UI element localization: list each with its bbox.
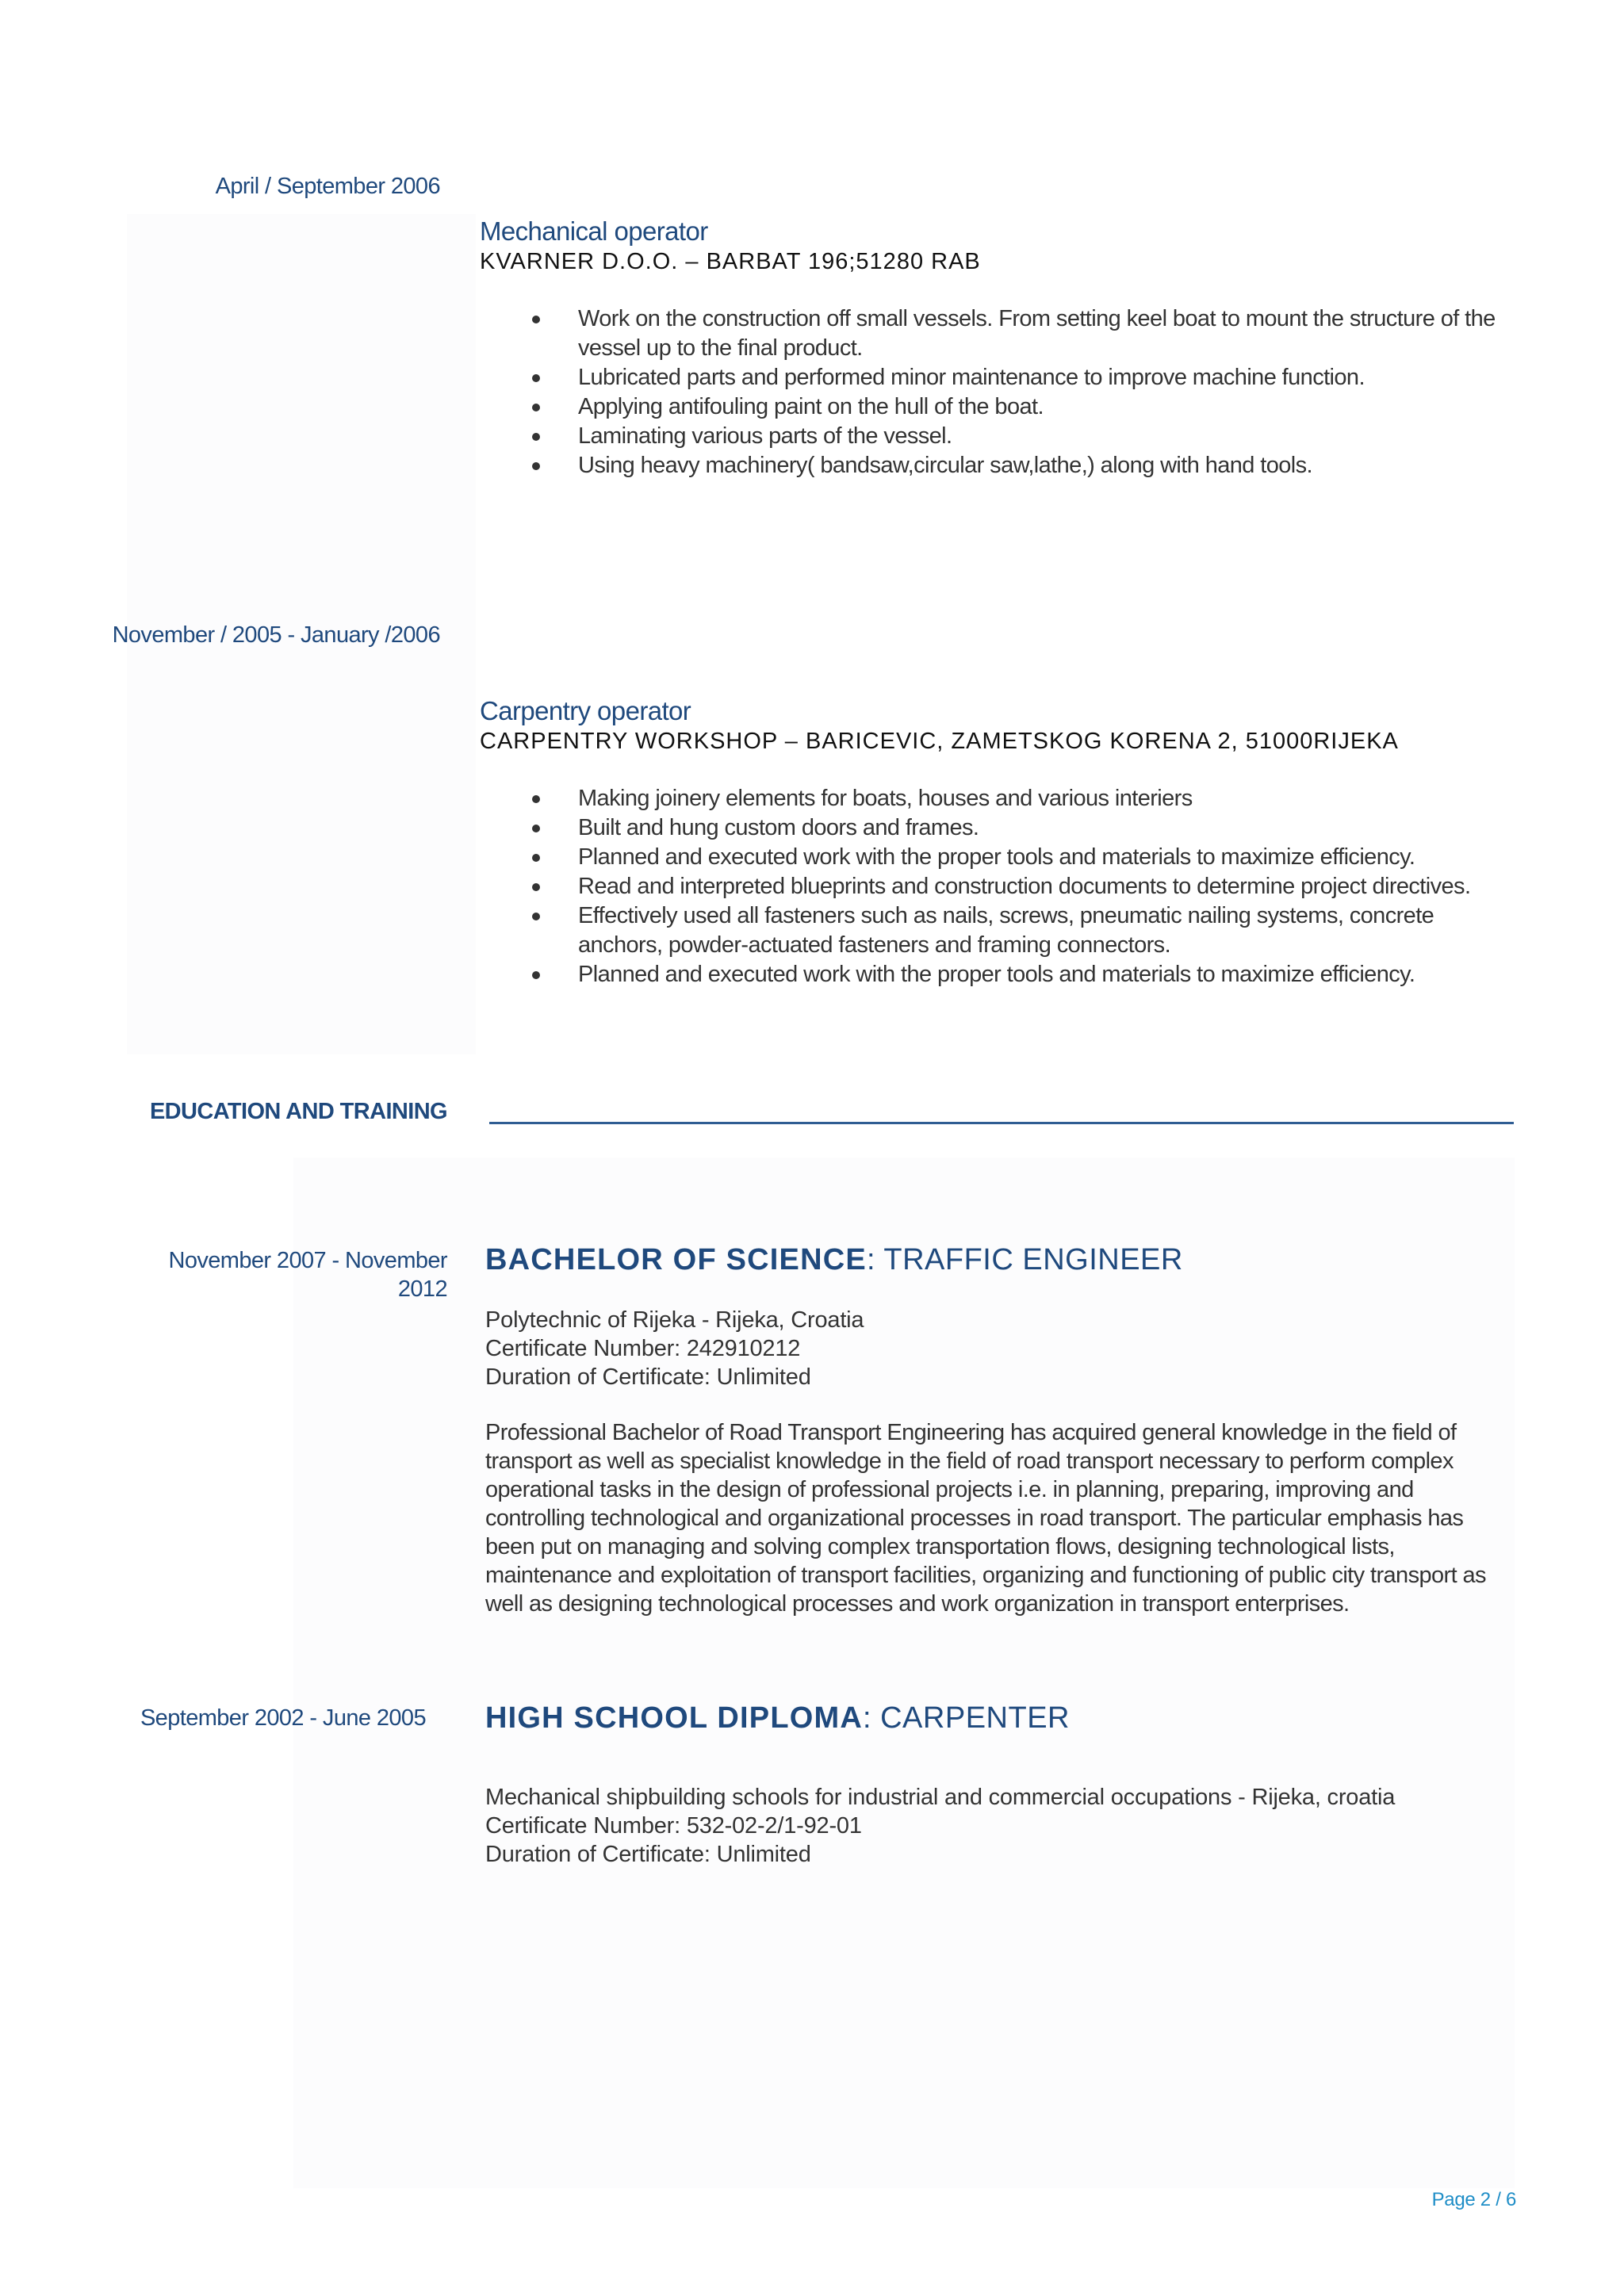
- education-details: [485, 1306, 1516, 1391]
- degree-field: : TRAFFIC ENGINEER: [866, 1243, 1183, 1276]
- list-item: Lubricated parts and performed minor maintenance to improve machine function.: [480, 363, 1511, 392]
- list-item: Applying antifouling paint on the hull of the boat.: [480, 392, 1511, 422]
- degree-title: [485, 1700, 1070, 1736]
- bullet-icon: [532, 795, 540, 803]
- job-task-list: [480, 784, 1511, 989]
- degree-field: : CARPENTER: [863, 1701, 1070, 1735]
- list-item: Using heavy machinery( bandsaw,circular saw,lathe,) along with hand tools.: [480, 451, 1511, 480]
- education-dates: September 2002 - June 2005: [140, 1705, 426, 1731]
- bullet-icon: [532, 374, 540, 382]
- institution: Mechanical shipbuilding schools for industrial and commercial occupations - Rijeka, croatia: [485, 1785, 1396, 1810]
- bullet-icon: [532, 854, 540, 862]
- bullet-icon: [532, 883, 540, 891]
- education-dates: [79, 1246, 447, 1303]
- job-employer: CARPENTRY WORKSHOP – BARICEVIC, ZAMETSKOG KORENA 2, 51000RIJEKA: [480, 729, 1399, 754]
- degree-title: [485, 1242, 1183, 1278]
- job-task-list: [480, 304, 1511, 480]
- bullet-icon: [532, 404, 540, 411]
- bullet-icon: [532, 433, 540, 441]
- bullet-icon: [532, 316, 540, 323]
- list-item: Making joinery elements for boats, houses and various interiers: [480, 784, 1511, 813]
- section-divider: [489, 1122, 1514, 1124]
- job-dates: November / 2005 - January /2006: [112, 622, 440, 648]
- bullet-icon: [532, 913, 540, 920]
- bullet-icon: [532, 825, 540, 832]
- job-employer: KVARNER D.O.O. – BARBAT 196;51280 RAB: [480, 249, 981, 274]
- certificate-number: Certificate Number: 532-02-2/1-92-01: [485, 1813, 862, 1839]
- certificate-duration: Duration of Certificate: Unlimited: [485, 1842, 811, 1867]
- education-dates-line: November 2007 - November: [168, 1248, 447, 1273]
- job-title: Carpentry operator: [480, 696, 691, 725]
- degree-name: HIGH SCHOOL DIPLOMA: [485, 1701, 863, 1735]
- list-item: Built and hung custom doors and frames.: [480, 813, 1511, 843]
- bullet-icon: [532, 971, 540, 979]
- job-title: Mechanical operator: [480, 216, 708, 246]
- institution: Polytechnic of Rijeka - Rijeka, Croatia: [485, 1307, 864, 1333]
- list-item: Laminating various parts of the vessel.: [480, 422, 1511, 451]
- list-item: Planned and executed work with the proper tools and materials to maximize efficiency.: [480, 960, 1511, 989]
- job-dates: April / September 2006: [215, 174, 440, 199]
- page-number: Page 2 / 6: [1431, 2189, 1516, 2210]
- list-item: Effectively used all fasteners such as nails, screws, pneumatic nailing systems, concrete anchors, powder-actuated fasteners and framing connectors.: [480, 901, 1511, 960]
- list-item: Work on the construction off small vessels. From setting keel boat to mount the structure of the vessel up to the final product.: [480, 304, 1511, 363]
- education-dates-line: 2012: [397, 1276, 447, 1302]
- section-heading-education: EDUCATION AND TRAINING: [149, 1099, 447, 1124]
- list-item: Planned and executed work with the proper tools and materials to maximize efficiency.: [480, 843, 1511, 872]
- bullet-icon: [532, 462, 540, 470]
- certificate-duration: Duration of Certificate: Unlimited: [485, 1364, 811, 1390]
- list-item: Read and interpreted blueprints and construction documents to determine project directives.: [480, 872, 1511, 901]
- certificate-number: Certificate Number: 242910212: [485, 1336, 801, 1361]
- education-details: [485, 1783, 1516, 1869]
- education-description: Professional Bachelor of Road Transport Engineering has acquired general knowledge in the field of transport as well as specialist knowledge in the field of road transport necessary to perform complex operational tasks in the design of professional projects i.e. in planning, preparing, improving and controlling technological and organizational processes in road transport. The particular emphasis has been put on managing and solving complex transportation flows, designing technological lists, maintenance and exploitation of transport facilities, organizing and functioning of public city transport as well as designing technological processes and work organization in transport enterprises.: [485, 1420, 1486, 1617]
- degree-name: BACHELOR OF SCIENCE: [485, 1243, 867, 1276]
